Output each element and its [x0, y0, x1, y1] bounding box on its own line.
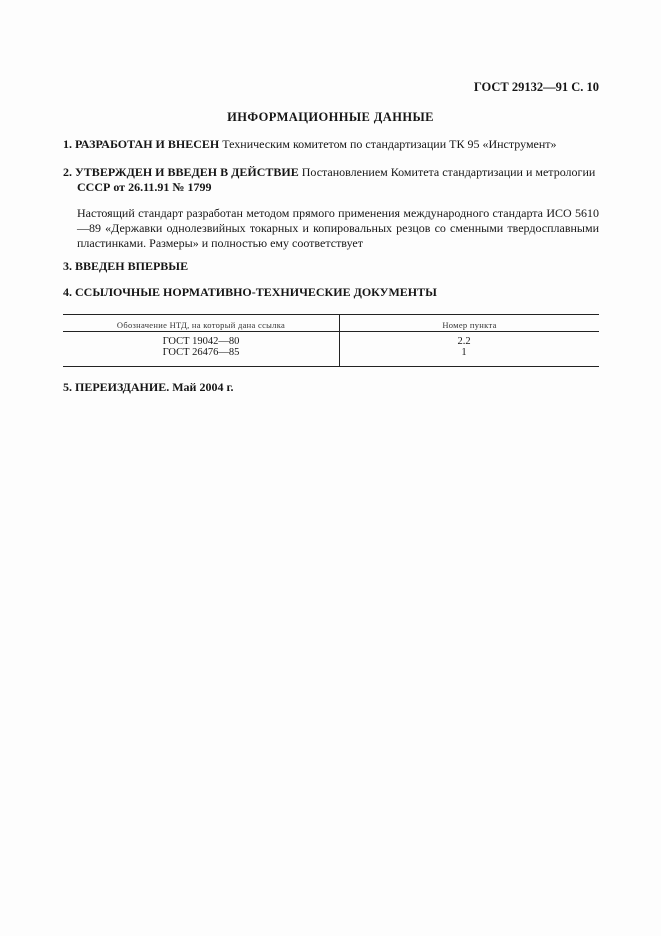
- item-2-text-continued: СССР от 26.11.91 № 1799: [77, 180, 212, 194]
- page-header: ГОСТ 29132—91 С. 10: [473, 80, 599, 94]
- table-top-rule: [63, 314, 599, 315]
- section-title: ИНФОРМАЦИОННЫЕ ДАННЫЕ: [227, 110, 434, 124]
- item-4-number: 4.: [63, 285, 72, 299]
- item-3-number: 3.: [63, 259, 72, 273]
- item-1-heading: РАЗРАБОТАН И ВНЕСЕН: [75, 137, 220, 151]
- table-header-rule: [63, 331, 599, 332]
- item-1: [63, 137, 599, 152]
- item-4: [63, 285, 599, 300]
- table-cell-point: 1: [461, 347, 467, 358]
- item-3: [63, 259, 599, 274]
- item-5-number: 5.: [63, 380, 72, 394]
- item-2-number: 2.: [63, 165, 72, 179]
- item-2-text: Постановлением Комитета стандартизации и метрологии: [301, 165, 596, 179]
- table-bottom-rule: [63, 366, 599, 367]
- table-cell-doc: ГОСТ 26476—85: [162, 347, 240, 358]
- item-4-heading: ССЫЛОЧНЫЕ НОРМАТИВНО-ТЕХНИЧЕСКИЕ ДОКУМЕНТЫ: [75, 285, 437, 299]
- item-5: [63, 380, 599, 395]
- table-cell-point: 2.2: [457, 336, 471, 347]
- item-2-heading: УТВЕРЖДЕН И ВВЕДЕН В ДЕЙСТВИЕ: [75, 165, 299, 179]
- table-header-point: Номер пункта: [442, 320, 497, 330]
- item-3-heading: ВВЕДЕН ВПЕРВЫЕ: [75, 259, 189, 273]
- reference-table: [63, 314, 599, 367]
- table-cell-doc: ГОСТ 19042—80: [162, 336, 240, 347]
- item-1-number: 1.: [63, 137, 72, 151]
- item-2-note: Настоящий стандарт разработан методом прямого применения международного стандарта ИСО 5610—89 «Державки однолезвийных токарных и копировальных резцов со сменными твердосплавными пластинками. Размеры» и полностью ему соответствует: [77, 206, 599, 250]
- item-5-heading: ПЕРЕИЗДАНИЕ. Май 2004 г.: [75, 380, 234, 394]
- table-header-doc: Обозначение НТД, на который дана ссылка: [116, 320, 286, 330]
- item-2: [63, 165, 599, 195]
- item-1-text: Техническим комитетом по стандартизации ТК 95 «Инструмент»: [222, 137, 557, 151]
